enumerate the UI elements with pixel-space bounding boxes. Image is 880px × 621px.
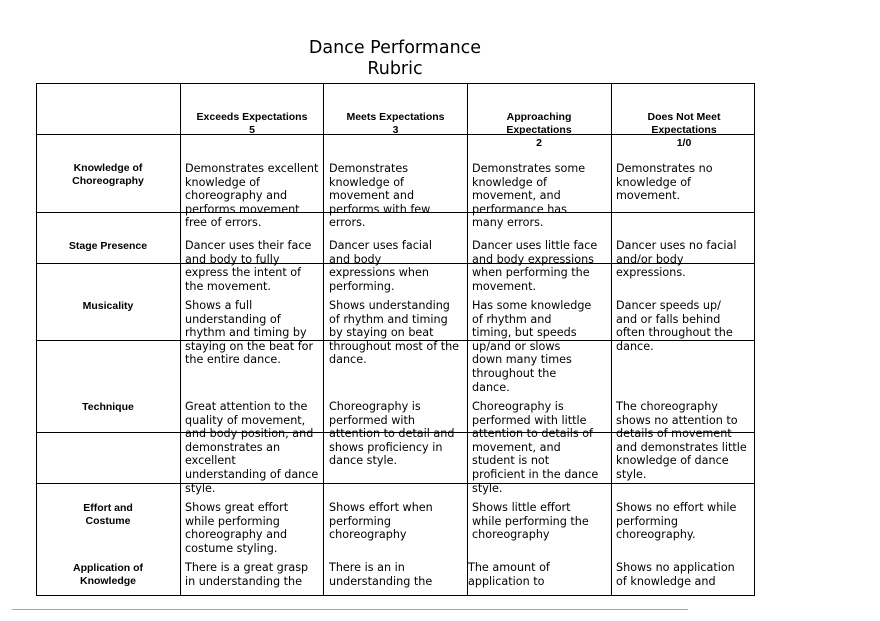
cell-r5-c3: Shows little effort while performing the choreography bbox=[472, 501, 589, 542]
header-exceeds bbox=[181, 111, 323, 137]
header-exceeds-label: Exceeds Expectations bbox=[196, 111, 308, 123]
cell-r5-c4: Shows no effort while performing choreography. bbox=[616, 501, 737, 542]
page-title: Dance Performance bbox=[308, 38, 482, 58]
cell-r3-c2: Shows understanding of rhythm and timing by staying on beat throughout most of the dance. bbox=[329, 299, 460, 367]
header-does-not-meet-score: 1/0 bbox=[676, 137, 692, 149]
header-approaching-label: Approaching Expectations bbox=[506, 111, 572, 136]
page-subtitle: Rubric bbox=[367, 59, 423, 79]
cell-r4-c4: The choreography shows no attention to details of movement and demonstrates little knowledge of dance style. bbox=[616, 400, 747, 481]
cell-r4-c3: Choreography is performed with little attention to details of movement, and student is not proficient in the dance style. bbox=[472, 400, 599, 495]
cell-r5-c2: Shows effort when performing choreography bbox=[329, 501, 433, 542]
cell-r1-c2: Demonstrates knowledge of movement and performs with few errors. bbox=[329, 162, 431, 230]
cell-r3-c3: Has some knowledge of rhythm and timing, but speeds up/and or slows down many times throughout the dance. bbox=[472, 299, 592, 394]
row-label-technique: Technique bbox=[82, 401, 134, 413]
row-label-knowledge-of-choreography: Knowledge of Choreography bbox=[72, 162, 144, 187]
header-meets-label: Meets Expectations bbox=[346, 111, 445, 123]
header-meets bbox=[324, 111, 467, 137]
row-label-effort-and-costume: Effort and Costume bbox=[83, 502, 133, 527]
cell-r1-c1: Demonstrates excellent knowledge of choreography and performs movement free of errors. bbox=[185, 162, 319, 230]
cell-r6-c4: Shows no application of knowledge and bbox=[616, 561, 735, 588]
header-meets-score: 3 bbox=[392, 124, 399, 136]
cell-r6-c3: The amount of application to bbox=[468, 561, 550, 588]
cell-r3-c1: Shows a full understanding of rhythm and timing by staying on the beat for the entire dance. bbox=[185, 299, 314, 367]
header-exceeds-score: 5 bbox=[249, 124, 255, 136]
row-label-musicality: Musicality bbox=[82, 300, 134, 312]
cell-r1-c4: Demonstrates no knowledge of movement. bbox=[616, 162, 713, 203]
cell-r3-c4: Dancer speeds up/ and or falls behind often throughout the dance. bbox=[616, 299, 733, 353]
cell-r4-c2: Choreography is performed with attention to detail and shows proficiency in dance style. bbox=[329, 400, 455, 468]
header-approaching-score: 2 bbox=[536, 137, 542, 149]
cell-r5-c1: Shows great effort while performing choreography and costume styling. bbox=[185, 501, 289, 555]
header-does-not-meet bbox=[640, 111, 728, 150]
cell-r1-c3: Demonstrates some knowledge of movement, and performance has many errors. bbox=[472, 162, 586, 230]
row-label-application-of-knowledge: Application of Knowledge bbox=[73, 562, 143, 587]
cell-r6-c2: There is an in understanding the bbox=[329, 561, 433, 588]
row-label-stage-presence: Stage Presence bbox=[68, 240, 148, 252]
header-does-not-meet-label: Does Not Meet Expectations bbox=[647, 111, 721, 136]
cell-r2-c1: Dancer uses their face and body to fully express the intent of the movement. bbox=[185, 239, 312, 293]
cell-r4-c1: Great attention to the quality of movement, and body position, and demonstrates an excellent understanding of dance style. bbox=[185, 400, 319, 495]
header-approaching bbox=[493, 111, 585, 150]
cell-r2-c2: Dancer uses facial and body expressions when performing. bbox=[329, 239, 432, 293]
cell-r6-c1: There is a great grasp in understanding the bbox=[185, 561, 309, 588]
cell-r2-c3: Dancer uses little face and body expressions when performing the movement. bbox=[472, 239, 598, 293]
cell-r2-c4: Dancer uses no facial and/or body expressions. bbox=[616, 239, 737, 280]
